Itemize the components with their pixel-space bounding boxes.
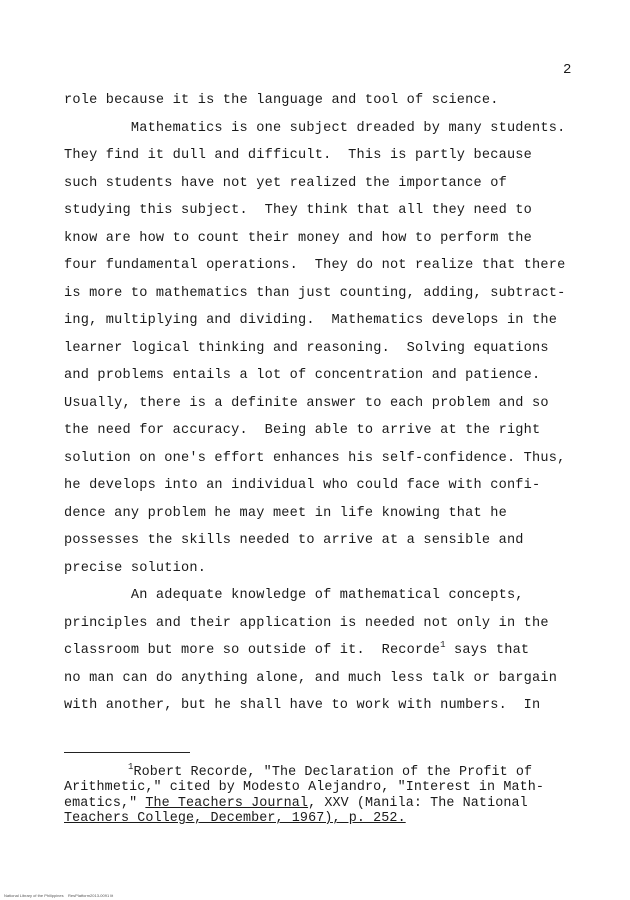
paragraph-2-line-16: possesses the skills needed to arrive at a sensible and [64, 533, 524, 548]
paragraph-3-line-1: An adequate knowledge of mathematical concepts, [64, 588, 524, 603]
footnote-marker: 1 [128, 762, 134, 772]
paragraph-2-line-12: the need for accuracy. Being able to arrive at the right [64, 423, 541, 438]
scan-stamp: National Library of the Philippines ResPlatform2013-0091 lit [4, 893, 114, 898]
footnote-divider [64, 752, 190, 753]
paragraph-3-line-5: with another, but he shall have to work with numbers. In [64, 698, 541, 713]
paragraph-3-line-3-tail: says that [445, 643, 530, 658]
paragraph-2-line-1: Mathematics is one subject dreaded by many students. [64, 120, 566, 136]
footnote-line-3 [64, 796, 584, 811]
paragraph-2-line-2: They find it dull and difficult. This is partly because [64, 148, 533, 163]
footnote-line-4 [64, 811, 584, 826]
paragraph-2-line-11: Usually, there is a definite answer to each problem and so [64, 395, 549, 411]
paragraph-2-line-10: and problems entails a lot of concentration and patience. [64, 368, 541, 383]
body-text [64, 87, 574, 720]
footnote-journal-title: The Teachers Journal [145, 795, 309, 811]
footnote [64, 762, 584, 827]
page-number: 2 [563, 62, 572, 78]
paragraph-2-line-9: learner logical thinking and reasoning. Solving equations [64, 340, 549, 356]
paragraph-2-line-7: is more to mathematics than just counting, adding, subtract- [64, 285, 566, 301]
paragraph-1-line-1: role because it is the language and tool of science. [64, 93, 499, 108]
footnote-line-3-post: , XXV (Manila: The National [308, 795, 528, 811]
footnote-line-4-text: Teachers College, December, 1967), p. 252. [64, 811, 406, 827]
paragraph-2-line-3: such students have not yet realized the importance of [64, 175, 507, 191]
paragraph-2-line-5: know are how to count their money and how to perform the [64, 230, 533, 246]
paragraph-2-line-6: four fundamental operations. They do not realize that there [64, 258, 566, 273]
paragraph-3-line-3 [64, 637, 574, 665]
footnote-reference-marker: 1 [440, 640, 446, 650]
paragraph-2-line-14: he develops into an individual who could face with confi- [64, 478, 541, 493]
paragraph-2-line-17: precise solution. [64, 560, 207, 576]
footnote-line-1-text: Robert Recorde, "The Declaration of the Profit of [133, 765, 533, 780]
paragraph-3-line-4: no man can do anything alone, and much less talk or bargain [64, 670, 558, 686]
footnote-line-3-pre: ematics," [64, 795, 146, 811]
footnote-line-1 [64, 762, 584, 780]
paragraph-2-line-8: ing, multiplying and dividing. Mathematics develops in the [64, 313, 558, 328]
footnote-line-2: Arithmetic," cited by Modesto Alejandro, "Interest in Math- [64, 780, 545, 796]
paragraph-2-line-13: solution on one's effort enhances his self-confidence. Thus, [64, 450, 566, 466]
paragraph-3-line-3-text: classroom but more so outside of it. Recorde [64, 643, 441, 658]
paragraph-2-line-4: studying this subject. They think that all they need to [64, 203, 533, 218]
paragraph-3-line-2: principles and their application is needed not only in the [64, 615, 549, 631]
paragraph-2-line-15: dence any problem he may meet in life knowing that he [64, 505, 507, 521]
